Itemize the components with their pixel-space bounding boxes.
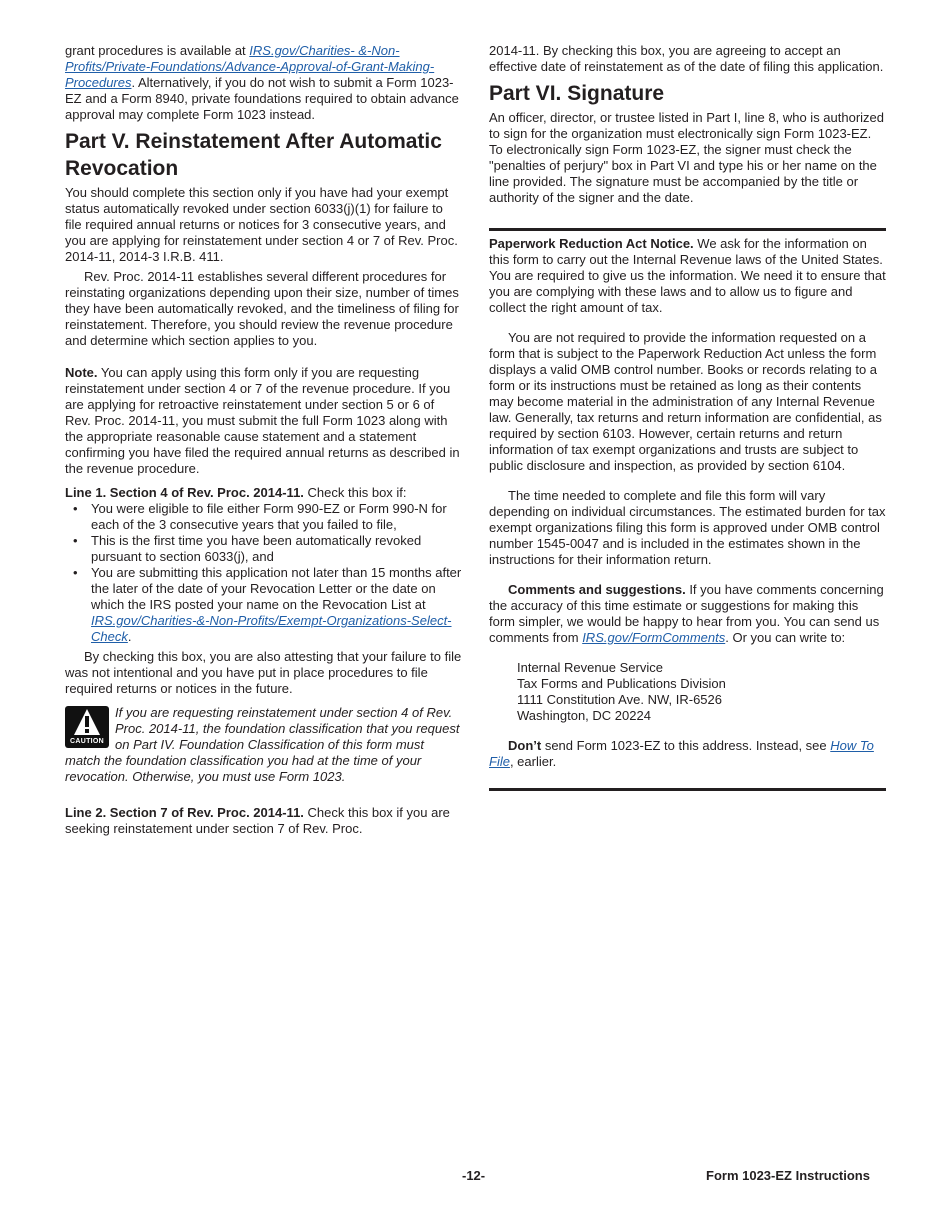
paperwork-notice-paragraph: Paperwork Reduction Act Notice. We ask for the information on this form to carry out the Internal Revenue laws of the United States. You are required to give us the information. We need it to ensure that you are complying with these laws and to allow us to figure and collect the right amount of tax. <box>489 236 886 315</box>
caution-label: CAUTION <box>70 738 104 745</box>
paperwork-notice-label: Paperwork Reduction Act Notice. <box>489 236 694 251</box>
part-v-paragraph-2: Rev. Proc. 2014-11 establishes several different procedures for reinstating organizations depending upon their size, number of times they have been automatically revoked, and the timeliness of filing for reinstatement. Therefore, you should review the revenue procedure and determine which section applies to you. <box>65 269 459 348</box>
section-divider-top <box>489 228 886 231</box>
line-2-paragraph: Line 2. Section 7 of Rev. Proc. 2014-11. Check this box if you are seeking reinstatement under section 7 of Rev. Proc. <box>65 805 450 836</box>
burden-paragraph: The time needed to complete and file this form will vary depending on individual circumstances. The estimated burden for tax exempt organizations filing this form is approved under OMB control number 1545-0047 and is included in the estimates shown in the instructions for their information return. <box>489 488 886 567</box>
right-column <box>489 43 886 791</box>
part-v-paragraph-1: You should complete this section only if you have had your exempt status automatically revoked under section 6033(j)(1) for failure to file required annual returns or notices for 3 consecutive years, and you are applying for reinstatement under section 4 or 7 of Rev. Proc. 2014-11, 2014-3 I.R.B. 411. <box>65 185 458 264</box>
warning-triangle-icon <box>73 708 101 736</box>
list-item: • This is the first time you have been automatically revoked pursuant to section 6033(j), and <box>91 533 462 565</box>
address-line: 1111 Constitution Ave. NW, IR-6526 <box>517 692 722 707</box>
caution-text: If you are requesting reinstatement under section 4 of Rev. Proc. 2014-11, the foundation classification that you request on Part IV. Foundation Classification of this form must match the foundation classification you had at the time of your revocation. Otherwise, you must use Form 1023. <box>65 705 460 784</box>
line-1-paragraph: Line 1. Section 4 of Rev. Proc. 2014-11. Check this box if: <box>65 485 407 500</box>
line-1-label: Line 1. Section 4 of Rev. Proc. 2014-11. <box>65 485 304 500</box>
section-divider-bottom <box>489 788 886 791</box>
line-2-continued-paragraph: 2014-11. By checking this box, you are agreeing to accept an effective date of reinstatement as of the date of filing this application. <box>489 43 884 74</box>
intro-paragraph: grant procedures is available at IRS.gov/Charities- &-Non-Profits/Private-Foundations/Advance-Approval-of-Grant-Making-Procedures. Alternatively, if you do not wish to submit a Form 1023-EZ and a Form 8940, private foundations required to obtain advance approval may complete Form 1023 instead. <box>65 43 459 122</box>
page-number: -12- <box>462 1168 486 1183</box>
exempt-organizations-select-check-link[interactable]: IRS.gov/Charities-&-Non-Profits/Exempt-Organizations-Select-Check <box>91 613 452 644</box>
mailing-address <box>489 660 886 724</box>
caution-icon <box>65 706 109 748</box>
address-line: Tax Forms and Publications Division <box>517 676 726 691</box>
how-to-file-link[interactable]: How To File <box>489 738 874 769</box>
form-comments-link[interactable]: IRS.gov/FormComments <box>582 630 726 645</box>
comments-paragraph: Comments and suggestions. If you have comments concerning the accuracy of this time estimate or suggestions for making this form simpler, we would be happy to hear from you. You can send us comments from IRS.gov/FormComments. Or you can write to: <box>489 582 884 645</box>
note-label: Note. <box>65 365 98 380</box>
line-2-label: Line 2. Section 7 of Rev. Proc. 2014-11. <box>65 805 304 820</box>
comments-label: Comments and suggestions. <box>508 582 686 597</box>
note-paragraph: Note. You can apply using this form only if you are requesting reinstatement under section 4 or 7 of the revenue procedure. If you are applying for retroactive reinstatement under section 5 or 6 of Rev. Proc. 2014-11, you must submit the full Form 1023 along with the appropriate reasonable cause statement and a statement confirming you have filed the required annual returns as described in the revenue procedure. <box>65 365 460 476</box>
part-vi-paragraph: An officer, director, or trustee listed in Part I, line 8, who is authorized to sign for the organization must electronically sign Form 1023-EZ. To electronically sign Form 1023-EZ, the signer must check the "penalties of perjury" box in Part VI and type his or her name on the line provided. The signature must be accompanied by the title or authority of the signer and the date. <box>489 110 885 205</box>
address-line: Internal Revenue Service <box>517 660 663 675</box>
part-v-heading: Part V. Reinstatement After Automatic Revocation <box>65 130 442 180</box>
left-column <box>65 43 462 837</box>
attestation-paragraph: By checking this box, you are also attesting that your failure to file was not intentional and you have put in place procedures to file required returns or notices in the future. <box>65 649 462 696</box>
list-item: • You are submitting this application not later than 15 months after the later of the date of your Revocation Letter or the date on which the IRS posted your name on the Revocation List at IRS.gov/Charities-&-Non-Profits/Exempt-Organizations-Select-Check. <box>91 565 462 645</box>
grant-making-procedures-link[interactable]: IRS.gov/Charities- &-Non-Profits/Private-Foundations/Advance-Approval-of-Grant-Making-Procedures <box>65 43 435 90</box>
omb-paragraph: You are not required to provide the information requested on a form that is subject to the Paperwork Reduction Act unless the form displays a valid OMB control number. Books or records relating to a form or its instructions must be retained as long as their contents may become material in the administration of any Internal Revenue law. Generally, tax returns and return information are confidential, as required by section 6103. However, certain returns and return information of tax exempt organizations and trusts are subject to public disclosure and inspection, as provided by section 6104. <box>489 330 882 473</box>
footer-document-title: Form 1023-EZ Instructions <box>706 1168 870 1183</box>
address-line: Washington, DC 20224 <box>517 708 651 723</box>
dont-label: Don’t <box>508 738 542 753</box>
dont-send-paragraph: Don’t send Form 1023-EZ to this address. Instead, see How To File, earlier. <box>489 738 874 769</box>
caution-note <box>65 705 462 785</box>
list-item: • You were eligible to file either Form 990-EZ or Form 990-N for each of the 3 consecutive years that you failed to file, <box>91 501 462 533</box>
part-vi-heading: Part VI. Signature <box>489 82 665 105</box>
line-1-conditions-list <box>65 501 462 645</box>
